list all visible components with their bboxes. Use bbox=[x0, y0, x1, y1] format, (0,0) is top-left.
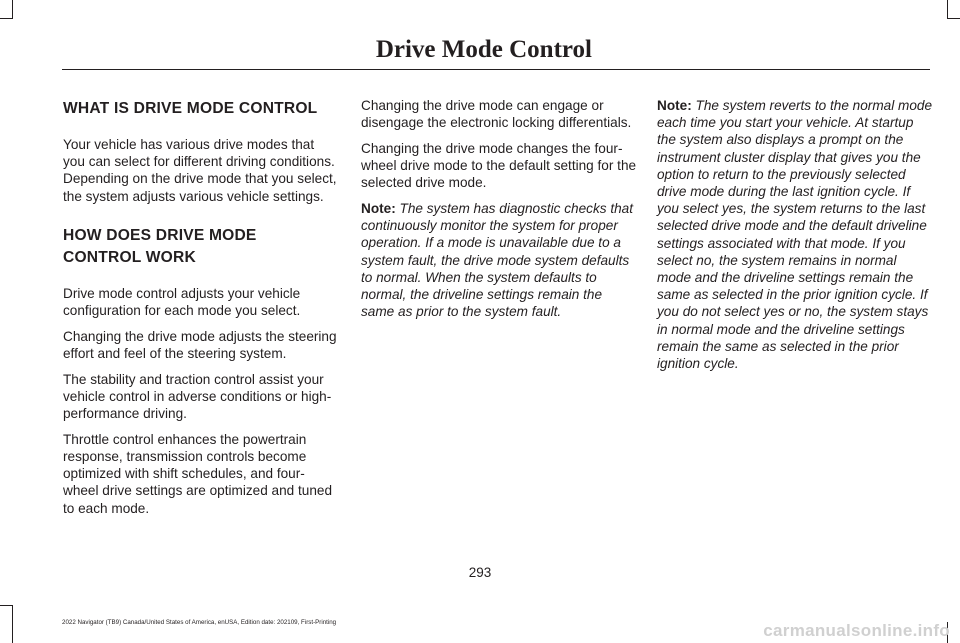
column-1 bbox=[63, 97, 339, 525]
title-rule bbox=[62, 69, 930, 70]
crop-mark-bottom-left-horizontal bbox=[0, 605, 13, 606]
note bbox=[657, 97, 933, 372]
watermark: carmanualsonline.info bbox=[763, 621, 950, 640]
note-text: The system reverts to the normal mode each time you start your vehicle. At startup the system also displays a prompt on the instrument cluster display that gives you the option to return to the previously selected drive mode during the last ignition cycle. If you select yes, the system returns to the last selected drive mode and the default driveline settings associated with that mode. If you select no, the system remains in normal mode and the driveline settings remain the same as selected in the prior ignition cycle. If you do not select yes or no, the system stays in normal mode and the driveline settings remain the same as selected in the prior ignition cycle. bbox=[657, 98, 933, 372]
note-label: Note: bbox=[657, 98, 692, 113]
edition-footer: 2022 Navigator (TB9) Canada/United States of America, enUSA, Edition date: 202109, First-Printing bbox=[62, 619, 337, 626]
heading-line: HOW DOES DRIVE MODE bbox=[63, 226, 257, 244]
column-2 bbox=[361, 97, 637, 329]
paragraph: Changing the drive mode adjusts the steering effort and feel of the steering system. bbox=[63, 328, 337, 361]
section-heading-how-does bbox=[63, 225, 339, 269]
paragraph: Drive mode control adjusts your vehicle configuration for each mode you select. bbox=[63, 285, 301, 319]
paragraph: Changing the drive mode changes the four-wheel drive mode to the default setting for the selected drive mode. bbox=[361, 140, 637, 191]
crop-mark-top-left-vertical bbox=[12, 0, 13, 18]
page-title: Drive Mode Control bbox=[375, 36, 592, 63]
crop-mark-top-right-vertical bbox=[947, 0, 948, 18]
note-text: The system has diagnostic checks that continuously monitor the system for proper operation. If a mode is unavailable due to a system fault, the drive mode system defaults to normal. When the system defaults to normal, the driveline settings remain the same as prior to the system fault. bbox=[361, 201, 634, 320]
paragraph: Your vehicle has various drive modes that you can select for different driving conditions. Depending on the drive mode that you select, the system adjusts various vehicle settings. bbox=[63, 137, 337, 204]
note bbox=[361, 200, 637, 320]
paragraph: Changing the drive mode can engage or disengage the electronic locking differentials. bbox=[361, 98, 632, 131]
note-label: Note: bbox=[361, 201, 396, 217]
paragraph: The stability and traction control assist your vehicle control in adverse conditions or high-performance driving. bbox=[63, 371, 332, 422]
page-number: 293 bbox=[468, 565, 492, 580]
heading-line: CONTROL WORK bbox=[63, 248, 196, 266]
crop-mark-top-right-horizontal bbox=[947, 18, 960, 19]
section-heading-what-is: WHAT IS DRIVE MODE CONTROL bbox=[63, 100, 318, 117]
crop-mark-top-left-horizontal bbox=[0, 18, 13, 19]
column-3 bbox=[657, 97, 933, 381]
crop-mark-bottom-left-vertical bbox=[12, 605, 13, 643]
paragraph: Throttle control enhances the powertrain response, transmission controls become optimized with shift schedules, and four-wheel drive settings are optimized and tuned to each mode. bbox=[63, 431, 333, 516]
